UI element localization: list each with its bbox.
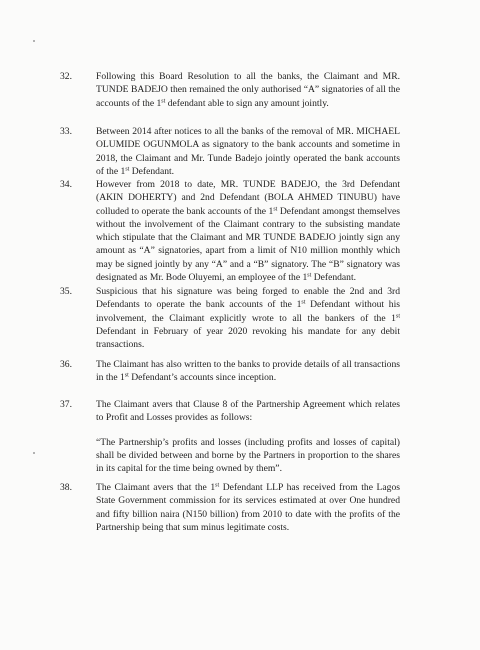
paragraph-text: Following this Board Resolution to all the banks, the Claimant and MR. TUNDE BADEJO then remained the only authorised “A” signatories of all the accounts of the 1st defendant able to sign any amount jointly. xyxy=(96,71,400,109)
paragraph-text: The Claimant avers that Clause 8 of the Partnership Agreement which relates to Profit and Losses provides as follows: xyxy=(96,399,400,424)
paragraph-32 xyxy=(60,70,400,110)
paragraph-text: The Claimant has also written to the banks to provide details of all transactions in the 1st Defendant’s accounts since inception. xyxy=(96,359,400,384)
paragraph-34 xyxy=(60,178,400,284)
paragraph-35 xyxy=(60,285,400,351)
paragraph-37 xyxy=(60,398,400,475)
paragraph-number: 38. xyxy=(60,482,72,493)
paragraph-36 xyxy=(60,358,400,385)
paragraph-number: 33. xyxy=(60,126,72,137)
paragraph-text: Between 2014 after notices to all the banks of the removal of MR. MICHAEL OLUMIDE OGUNMOLA as signatory to the bank accounts and sometime in 2018, the Claimant and Mr. Tunde Badejo jointly operated the bank accounts of the 1st Defendant. xyxy=(96,126,400,177)
paragraph-number: 36. xyxy=(60,359,72,370)
scan-speck xyxy=(33,452,35,454)
paragraph-text: However from 2018 to date, MR. TUNDE BADEJO, the 3rd Defendant (AKIN DOHERTY) and 2nd Defendant (BOLA AHMED TINUBU) have colluded to operate the bank accounts of the 1st Defendant amongst themselves without the involvement of the Claimant contrary to the subsisting mandate which stipulate that the Claimant and MR TUNDE BADEJO jointly sign any amount as “A” signatories, apart from a limit of N10 million monthly which may be signed jointly by any “A” and a “B” signatory. The “B” signatory was designated as Mr. Bode Oluyemi, an employee of the 1st Defendant. xyxy=(96,179,400,284)
paragraph-number: 37. xyxy=(60,399,72,410)
paragraph-38 xyxy=(60,481,400,534)
paragraph-text: Suspicious that his signature was being forged to enable the 2nd and 3rd Defendants to operate the bank accounts of the 1st Defendant without his involvement, the Claimant explicitly wrote to all the bankers of the 1st Defendant in February of year 2020 revoking his mandate for any debit transactions. xyxy=(96,286,400,351)
paragraph-text: The Claimant avers that the 1st Defendant LLP has received from the Lagos State Government commission for its services estimated at over One hundred and fifty billion naira (N150 billion) from 2010 to date with the profits of the Partnership being that sum minus legitimate costs. xyxy=(96,482,400,533)
quoted-clause: “The Partnership’s profits and losses (including profits and losses of capital) shall be divided between and borne by the Partners in proportion to the shares in its capital for the time being owned by them”. xyxy=(96,436,400,475)
scan-speck xyxy=(33,40,35,42)
paragraph-33 xyxy=(60,125,400,178)
paragraph-number: 35. xyxy=(60,286,72,297)
paragraph-number: 34. xyxy=(60,179,72,190)
paragraph-number: 32. xyxy=(60,71,72,82)
